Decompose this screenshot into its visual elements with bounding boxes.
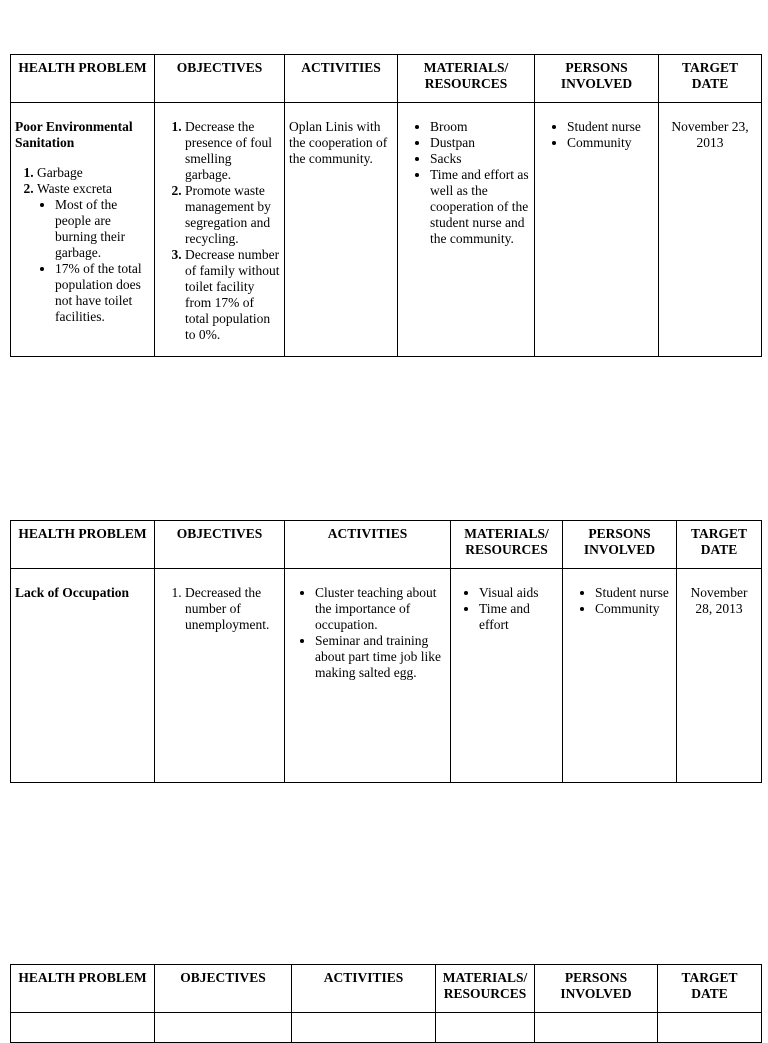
empty-cell xyxy=(535,1013,658,1043)
list-item: 2. Promote waste management by segregation and recycling. xyxy=(185,183,280,247)
objectives-list xyxy=(159,119,280,343)
list-item-label: Waste excreta xyxy=(37,181,112,196)
header-row xyxy=(11,55,762,103)
list-item: • Dustpan xyxy=(430,135,530,151)
header-activities: ACTIVITIES xyxy=(285,55,398,103)
persons-list xyxy=(539,119,654,151)
activities-cell xyxy=(285,569,451,783)
list-item: 1. Decrease the presence of foul smelling garbage. xyxy=(185,119,280,183)
care-plan-table-2 xyxy=(10,520,762,783)
empty-cell xyxy=(11,1013,155,1043)
list-item: • Most of the people are burning their garbage. xyxy=(55,197,150,261)
care-plan-table-1 xyxy=(10,54,762,357)
empty-cell xyxy=(155,1013,292,1043)
list-item: • Community xyxy=(567,135,654,151)
materials-list xyxy=(455,585,558,633)
health-problem-cell: Lack of Occupation xyxy=(11,569,155,783)
header-target-date: TARGET DATE xyxy=(659,55,762,103)
materials-cell xyxy=(398,103,535,357)
list-item: • Broom xyxy=(430,119,530,135)
empty-cell xyxy=(292,1013,436,1043)
header-activities: ACTIVITIES xyxy=(292,965,436,1013)
header-health-problem: HEALTH PROBLEM xyxy=(11,965,155,1013)
list-item: • 17% of the total population does not have toilet facilities. xyxy=(55,261,150,325)
list-item: • Seminar and training about part time job like making salted egg. xyxy=(315,633,446,681)
header-objectives: OBJECTIVES xyxy=(155,965,292,1013)
list-item: • Community xyxy=(595,601,672,617)
header-persons: PERSONS INVOLVED xyxy=(535,965,658,1013)
objectives-cell xyxy=(155,569,285,783)
problem-list xyxy=(15,165,150,325)
table-row xyxy=(11,569,762,783)
list-item: 1. Garbage xyxy=(37,165,150,181)
header-persons: PERSONS INVOLVED xyxy=(535,55,659,103)
header-row xyxy=(11,965,762,1013)
header-target-date: TARGET DATE xyxy=(677,521,762,569)
header-objectives: OBJECTIVES xyxy=(155,521,285,569)
list-item xyxy=(37,181,150,325)
list-item: • Student nurse xyxy=(595,585,672,601)
list-item: • Student nurse xyxy=(567,119,654,135)
header-persons: PERSONS INVOLVED xyxy=(563,521,677,569)
list-item: 3. Decrease number of family without toilet facility from 17% of total population to 0%. xyxy=(185,247,280,343)
header-materials: MATERIALS/ RESOURCES xyxy=(451,521,563,569)
header-health-problem: HEALTH PROBLEM xyxy=(11,521,155,569)
problem-title: Poor Environmental Sanitation xyxy=(15,119,133,150)
target-date-cell: November 28, 2013 xyxy=(677,569,762,783)
target-date-cell: November 23, 2013 xyxy=(659,103,762,357)
activities-cell: Oplan Linis with the cooperation of the community. xyxy=(285,103,398,357)
empty-cell xyxy=(436,1013,535,1043)
materials-cell xyxy=(451,569,563,783)
empty-cell xyxy=(658,1013,762,1043)
objectives-list xyxy=(159,585,280,633)
header-materials: MATERIALS/ RESOURCES xyxy=(436,965,535,1013)
header-health-problem: HEALTH PROBLEM xyxy=(11,55,155,103)
header-activities: ACTIVITIES xyxy=(285,521,451,569)
persons-cell xyxy=(535,103,659,357)
header-materials: MATERIALS/ RESOURCES xyxy=(398,55,535,103)
objectives-cell xyxy=(155,103,285,357)
table-row xyxy=(11,1013,762,1043)
list-item: • Cluster teaching about the importance of occupation. xyxy=(315,585,446,633)
list-item: • Visual aids xyxy=(479,585,558,601)
list-item: 1. Decreased the number of unemployment. xyxy=(185,585,280,633)
list-item: • Time and effort as well as the cooperation of the student nurse and the community. xyxy=(430,167,530,247)
health-problem-cell xyxy=(11,103,155,357)
materials-list xyxy=(402,119,530,247)
header-objectives: OBJECTIVES xyxy=(155,55,285,103)
problem-sublist xyxy=(37,197,150,325)
list-item: • Time and effort xyxy=(479,601,558,633)
header-target-date: TARGET DATE xyxy=(658,965,762,1013)
persons-list xyxy=(567,585,672,617)
header-row xyxy=(11,521,762,569)
activities-list xyxy=(289,585,446,681)
list-item: • Sacks xyxy=(430,151,530,167)
persons-cell xyxy=(563,569,677,783)
table-row xyxy=(11,103,762,357)
care-plan-table-3 xyxy=(10,964,762,1043)
